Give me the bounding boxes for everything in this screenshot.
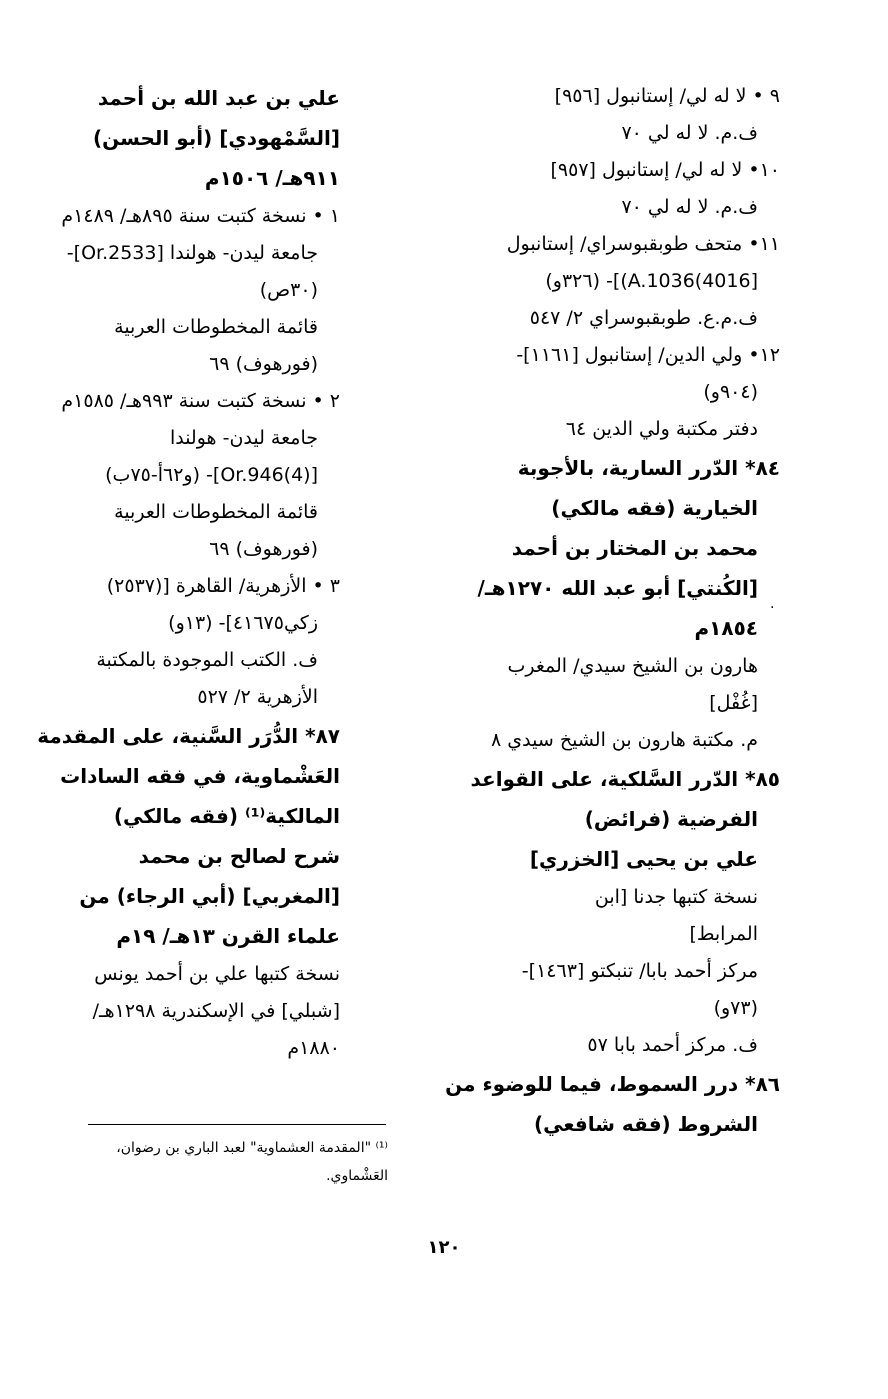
right-column-line: ٨٤* الدّرر السارية، بالأجوبة — [517, 456, 780, 480]
right-column-line: م. مكتبة هارون بن الشيخ سيدي ٨ — [491, 729, 758, 751]
right-column-line: مركز أحمد بابا/ تنبكتو [١٤٦٣]- — [521, 960, 758, 982]
right-column-line: علي بن يحيى [الخزري] — [529, 847, 758, 871]
right-column-line: ف.م.ع. طوبقبوسراي ٢/ ٥٤٧ — [529, 307, 758, 329]
left-column-line: علي بن عبد الله بن أحمد — [97, 86, 340, 110]
left-column-line: قائمة المخطوطات العربية — [114, 501, 318, 523]
right-column-line: ف. مركز أحمد بابا ٥٧ — [587, 1034, 758, 1056]
left-column — [37, 78, 340, 1067]
left-column-line: ٢ • نسخة كتبت سنة ٩٩٣هـ/ ١٥٨٥م — [61, 390, 340, 412]
right-column-line: دفتر مكتبة ولي الدين ٦٤ — [565, 418, 758, 440]
right-column-line: [4016)A.1036)]- (٣٢٦و) — [545, 270, 758, 292]
right-column-line: ف.م. لا له لي ٧٠ — [621, 196, 758, 218]
right-column-line: نسخة كتبها جدنا [ابن — [594, 886, 758, 908]
right-column-line: ١٢• ولي الدين/ إستانبول [١١٦١]- — [516, 344, 780, 366]
left-column-line: [Or.946(4)]- (و٦٢أ-٧٥ب) — [105, 464, 318, 486]
left-column-line: ٩١١هـ/ ١٥٠٦م — [204, 166, 340, 190]
left-column-line: ف. الكتب الموجودة بالمكتبة — [96, 649, 318, 671]
right-column-line: ف.م. لا له لي ٧٠ — [621, 122, 758, 144]
right-column-line: (٧٣و) — [713, 997, 758, 1019]
right-column-line: محمد بن المختار بن أحمد — [511, 536, 758, 560]
left-column-line: [المغربي] (أبي الرجاء) من — [79, 884, 340, 908]
left-column-line: العَشْماوية، في فقه السادات — [60, 764, 340, 788]
right-column-line: الفرضية (فرائض) — [584, 807, 758, 831]
left-column-line: الأزهرية ٢/ ٥٢٧ — [197, 686, 318, 708]
left-column-line: المالكية⁽¹⁾ (فقه مالكي) — [113, 804, 340, 828]
footnote-separator — [88, 1124, 386, 1125]
left-column-line: زكي٤١٦٧٥]- (١٣و) — [168, 612, 318, 634]
footnote-line: العَشْماوي. — [326, 1168, 388, 1184]
right-column-line: ١٠• لا له لي/ إستانبول [٩٥٧] — [550, 159, 780, 181]
right-column-line: هارون بن الشيخ سيدي/ المغرب — [507, 655, 758, 677]
page-number: ١٢٠ — [427, 1237, 461, 1258]
left-column-line: قائمة المخطوطات العربية — [114, 316, 318, 338]
left-column-line: [شبلي] في الإسكندرية ١٢٩٨هـ/ — [92, 1000, 340, 1022]
right-column-line: ١١• متحف طوبقبوسراي/ إستانبول — [506, 233, 780, 255]
left-column-line: ٣ • الأزهرية/ القاهرة [(٢٥٣٧) — [106, 575, 340, 597]
left-column-line: شرح لصالح بن محمد — [138, 844, 340, 868]
footnote — [88, 1134, 388, 1190]
right-column-line: الشروط (فقه شافعي) — [534, 1112, 758, 1136]
right-column — [440, 78, 780, 1144]
left-column-line: جامعة ليدن- هولندا [Or.2533]- — [66, 242, 318, 264]
right-column-line: [الكُنتي] أبو عبد الله ١٢٧٠هـ/ — [477, 576, 758, 600]
stray-mark: . — [770, 596, 775, 612]
left-column-line: ١ • نسخة كتبت سنة ٨٩٥هـ/ ١٤٨٩م — [61, 205, 340, 227]
right-column-line: ٨٦* درر السموط، فيما للوضوء من — [445, 1072, 780, 1096]
left-column-line: جامعة ليدن- هولندا — [169, 427, 318, 449]
right-column-line: (٩٠٤و) — [703, 381, 758, 403]
footnote-line: ⁽¹⁾ "المقدمة العشماوية" لعبد الباري بن رضوان، — [116, 1140, 388, 1156]
left-column-line: علماء القرن ١٣هـ/ ١٩م — [116, 924, 340, 948]
left-column-line: ١٨٨٠م — [287, 1037, 340, 1059]
left-column-line: (فورهوف) ٦٩ — [209, 353, 318, 375]
right-column-line: [غُفْل] — [709, 692, 758, 714]
left-column-line: (٣٠ص) — [259, 279, 318, 301]
right-column-line: الخيارية (فقه مالكي) — [551, 496, 758, 520]
left-column-line: نسخة كتبها علي بن أحمد يونس — [94, 963, 340, 985]
left-column-line: (فورهوف) ٦٩ — [209, 538, 318, 560]
left-column-line: ٨٧* الدُّرَر السَّنية، على المقدمة — [37, 724, 340, 748]
right-column-line: ٨٥* الدّرر السَّلكية، على القواعد — [470, 767, 780, 791]
right-column-line: المرابط] — [689, 923, 758, 945]
right-column-line: ١٨٥٤م — [694, 616, 758, 640]
right-column-line: ٩ • لا له لي/ إستانبول [٩٥٦] — [554, 85, 780, 107]
left-column-line: [السَّمْهودي] (أبو الحسن) — [93, 126, 340, 150]
